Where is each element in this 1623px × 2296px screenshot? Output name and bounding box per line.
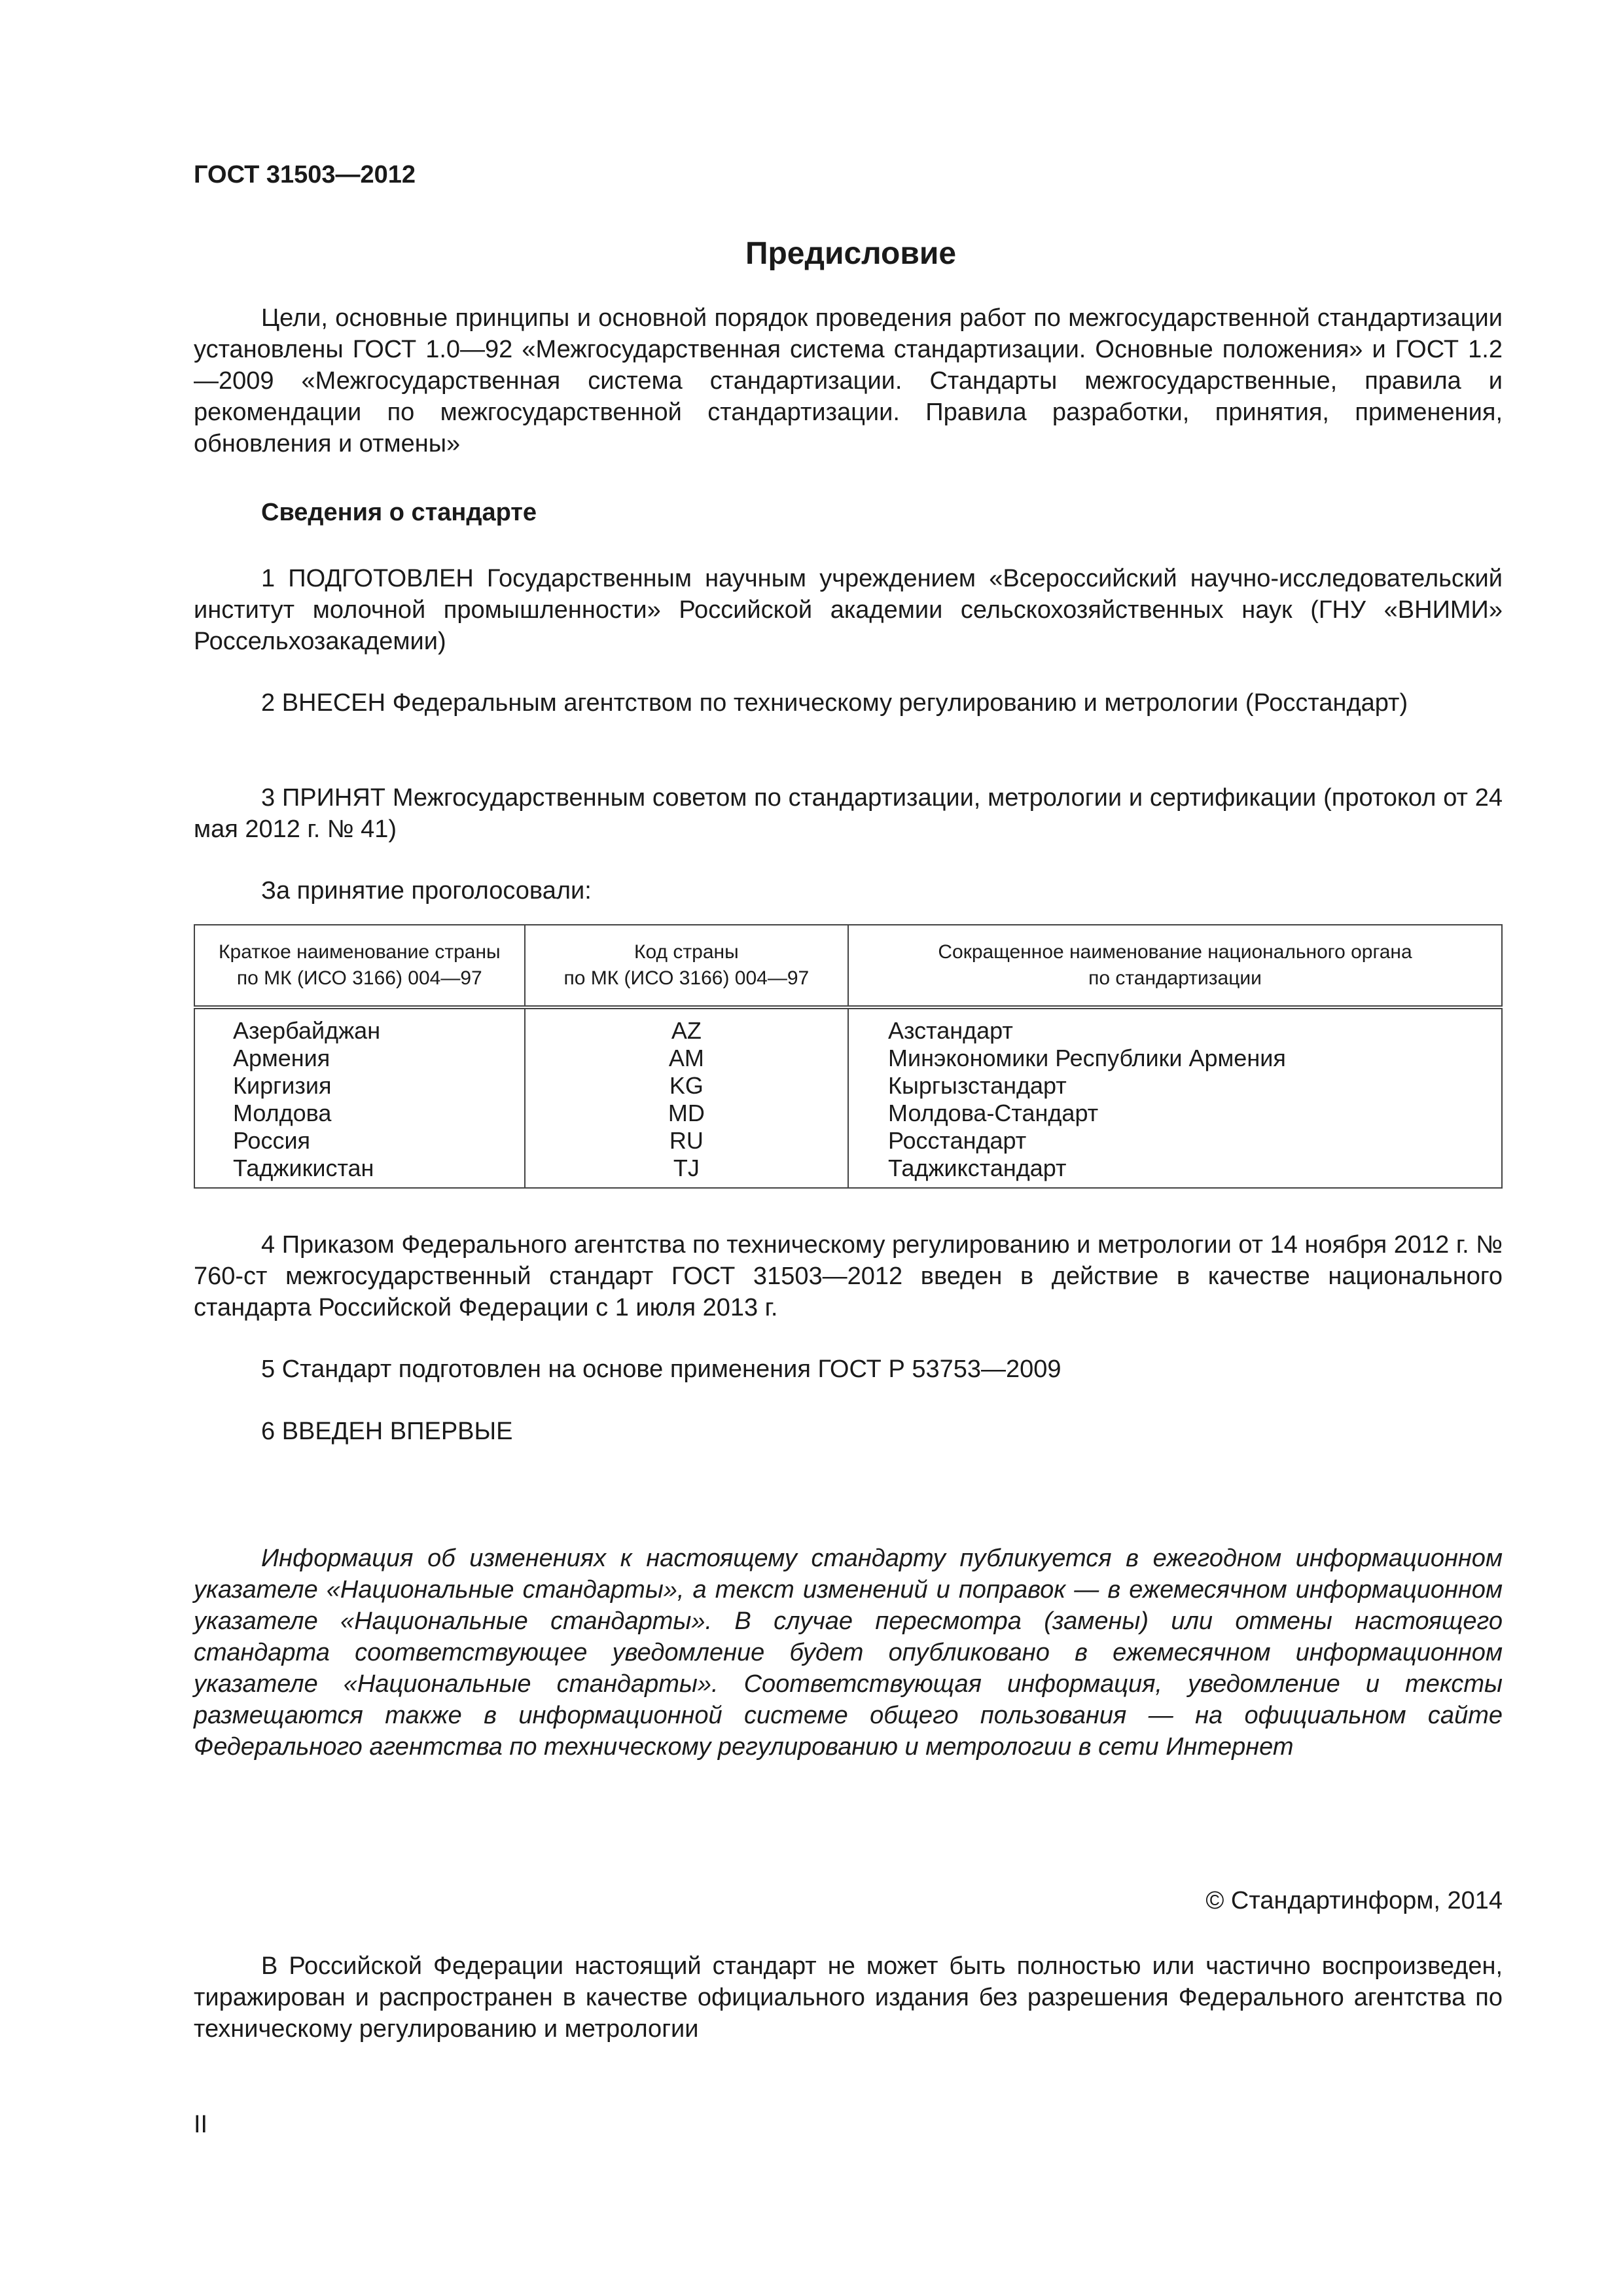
table-row: [194, 1100, 1502, 1127]
item-4-paragraph: 4 Приказом Федерального агентства по техническому регулированию и метрологии от 14 ноября 2012 г. № 760-ст межгосударственный стандарт ГОСТ 31503—2012 введен в действие в качестве национального стандарта Российской Федерации с 1 июля 2013 г.: [194, 1231, 1503, 1321]
body-cell: Минэкономики Республики Армения: [848, 1045, 1502, 1072]
page-title: Предисловие: [745, 236, 957, 271]
table-row: [194, 1127, 1502, 1155]
column-header-body-line1: Сокращенное наименование национального органа: [938, 941, 1412, 963]
column-header-body-line2: по стандартизации: [1088, 967, 1262, 989]
country-cell: Молдова: [194, 1100, 525, 1127]
code-cell: AM: [525, 1045, 848, 1072]
item-1-paragraph: 1 ПОДГОТОВЛЕН Государственным научным учреждением «Всероссийский научно-исследовательский институт молочной промышленности» Российской академии сельскохозяйственных наук (ГНУ «ВНИМИ» Россельхозакадемии): [194, 565, 1503, 655]
code-cell: KG: [525, 1072, 848, 1100]
item-5-paragraph: 5 Стандарт подготовлен на основе применения ГОСТ Р 53753—2009: [261, 1355, 1061, 1383]
column-header-country: [194, 925, 525, 1007]
intro-paragraph: Цели, основные принципы и основной порядок проведения работ по межгосударственной стандартизации установлены ГОСТ 1.0—92 «Межгосударственная система стандартизации. Основные положения» и ГОСТ 1.2—2009 «Межгосударственная система стандартизации. Стандарты межгосударственные, правила и рекомендации по межгосударственной стандартизации. Правила разработки, принятия, применения, обновления и отмены»: [194, 304, 1503, 457]
column-header-code: [525, 925, 848, 1007]
table-row: [194, 1072, 1502, 1100]
country-cell: Азербайджан: [194, 1007, 525, 1045]
item-3-paragraph: 3 ПРИНЯТ Межгосударственным советом по стандартизации, метрологии и сертификации (протокол от 24 мая 2012 г. № 41): [194, 784, 1503, 843]
body-cell: Кыргызстандарт: [848, 1072, 1502, 1100]
copyright-notice: © Стандартинформ, 2014: [1205, 1887, 1503, 1914]
body-cell: Росстандарт: [848, 1127, 1502, 1155]
code-cell: RU: [525, 1127, 848, 1155]
amendments-info-note: Информация об изменениях к настоящему стандарту публикуется в ежегодном информационном указателе «Национальные стандарты», а текст изменений и поправок — в ежемесячном информационном указателе «Национальные стандарты». В случае пересмотра (замены) или отмены настоящего стандарта соответствующее уведомление будет опубликовано в ежемесячном информационном указателе «Национальные стандарты». Соответствующая информация, уведомление и тексты размещаются также в информационной системе общего пользования — на официальном сайте Федерального агентства по техническому регулированию и метрологии в сети Интернет: [194, 1545, 1503, 1761]
column-header-country-line1: Краткое наименование страны: [219, 941, 501, 963]
code-cell: AZ: [525, 1007, 848, 1045]
table-header-row: [194, 925, 1502, 1007]
body-cell: Молдова-Стандарт: [848, 1100, 1502, 1127]
column-header-code-line2: по МК (ИСО 3166) 004—97: [563, 967, 810, 989]
item-6-paragraph: 6 ВВЕДЕН ВПЕРВЫЕ: [261, 1418, 513, 1445]
table-row: [194, 1155, 1502, 1188]
voting-table: [194, 924, 1503, 1189]
column-header-code-line1: Код страны: [634, 941, 739, 963]
country-cell: Киргизия: [194, 1072, 525, 1100]
country-cell: Таджикистан: [194, 1155, 525, 1188]
table-row: [194, 1045, 1502, 1072]
code-cell: TJ: [525, 1155, 848, 1188]
body-cell: Таджикстандарт: [848, 1155, 1502, 1188]
code-cell: MD: [525, 1100, 848, 1127]
body-cell: Азстандарт: [848, 1007, 1502, 1045]
document-code: ГОСТ 31503—2012: [194, 161, 416, 188]
column-header-body: [848, 925, 1502, 1007]
column-header-country-line2: по МК (ИСО 3166) 004—97: [236, 967, 482, 989]
section-heading: Сведения о стандарте: [261, 499, 537, 526]
voted-label: За принятие проголосовали:: [261, 877, 592, 905]
item-2-paragraph: 2 ВНЕСЕН Федеральным агентством по техническому регулированию и метрологии (Росстандарт): [261, 689, 1408, 717]
table-row: [194, 1007, 1502, 1045]
page-number: II: [194, 2111, 208, 2138]
rights-paragraph: В Российской Федерации настоящий стандарт не может быть полностью или частично воспроизведен, тиражирован и распространен в качестве официального издания без разрешения Федерального агентства по техническому регулированию и метрологии: [194, 1952, 1503, 2043]
country-cell: Россия: [194, 1127, 525, 1155]
country-cell: Армения: [194, 1045, 525, 1072]
